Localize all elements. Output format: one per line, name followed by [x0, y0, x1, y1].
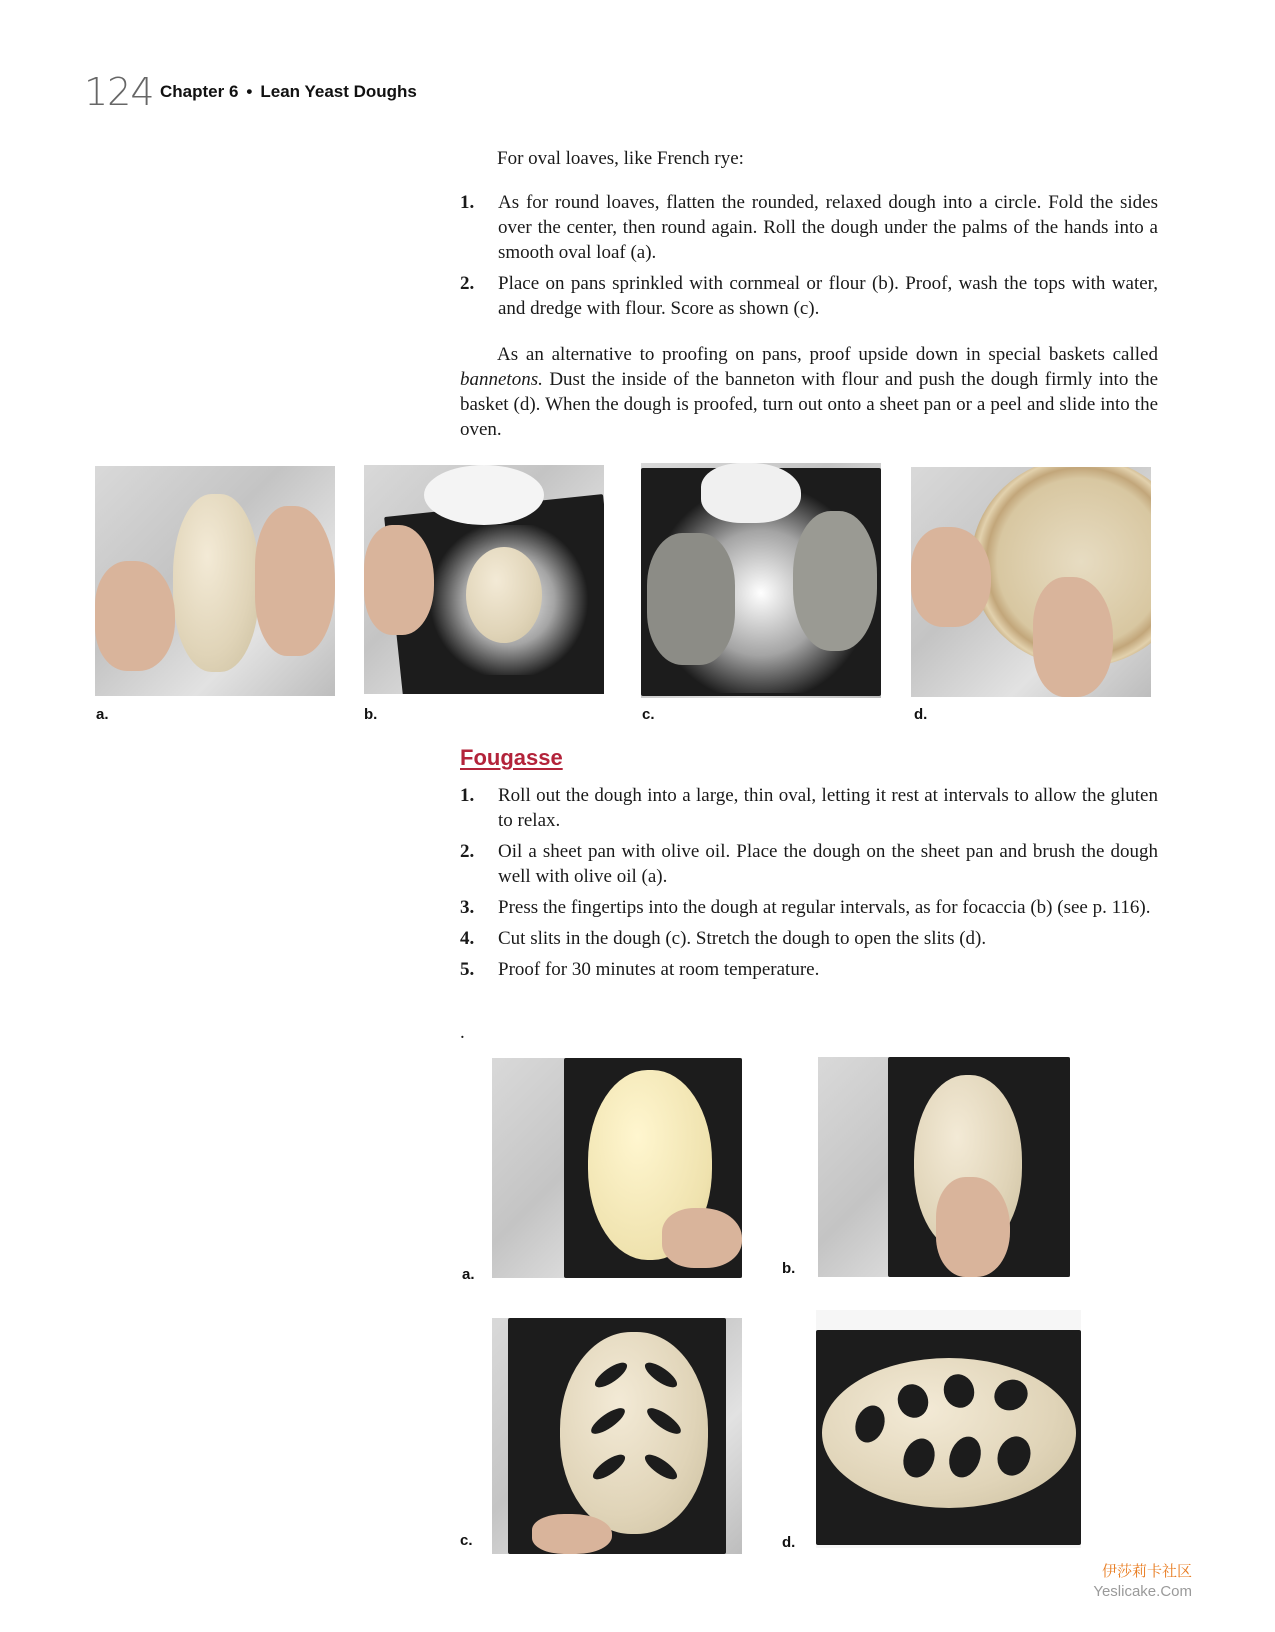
step-text: Cut slits in the dough (c). Stretch the dough to open the slits (d).	[498, 928, 987, 949]
watermark-site: Yeslicake.Com	[1093, 1583, 1192, 1600]
list-item	[460, 895, 1158, 920]
photo-fougasse-oil	[492, 1058, 742, 1278]
step-text: As for round loaves, flatten the rounded, relaxed dough into a circle. Fold the sides over the center, then round again. Roll the dough under the palms of the hands into a smooth oval loaf (a).	[498, 192, 1158, 263]
running-head	[160, 82, 417, 102]
photo-shaping-oval	[95, 466, 335, 696]
banneton-paragraph	[460, 342, 1158, 442]
step-number: 4.	[460, 928, 475, 949]
oval-intro: For oval loaves, like French rye:	[497, 148, 744, 169]
bullet-separator: •	[246, 82, 253, 101]
photo-label: b.	[364, 706, 378, 723]
page-number: 124	[84, 70, 154, 114]
list-item	[460, 783, 1158, 833]
photo-label: a.	[462, 1266, 475, 1283]
list-item	[460, 839, 1158, 889]
step-text: Place on pans sprinkled with cornmeal or flour (b). Proof, wash the tops with water, and dredge with flour. Score as shown (c).	[498, 273, 1158, 319]
paragraph-emphasis: bannetons.	[460, 369, 543, 390]
step-number: 1.	[460, 785, 475, 806]
watermark-chinese: 伊莎莉卡社区	[1101, 1562, 1192, 1580]
section-title: Lean Yeast Doughs	[260, 82, 417, 101]
step-text: Roll out the dough into a large, thin oval, letting it rest at intervals to allow the gluten to relax.	[498, 785, 1158, 831]
trailing-dot: .	[460, 1022, 465, 1043]
oval-steps	[460, 190, 1158, 327]
step-number: 2.	[460, 841, 475, 862]
photo-label: c.	[642, 706, 655, 723]
fougasse-steps	[460, 783, 1158, 988]
paragraph-text: As an alternative to proofing on pans, proof upside down in special baskets called	[497, 344, 1158, 365]
step-number: 3.	[460, 897, 475, 918]
step-number: 1.	[460, 192, 475, 213]
list-item	[460, 926, 1158, 951]
photo-flour-pan	[364, 465, 604, 694]
photo-fougasse-dimple	[818, 1057, 1070, 1277]
photo-fougasse-stretched	[816, 1310, 1081, 1548]
photo-label: c.	[460, 1532, 473, 1549]
photo-label: d.	[914, 706, 928, 723]
step-text: Oil a sheet pan with olive oil. Place the dough on the sheet pan and brush the dough well with olive oil (a).	[498, 841, 1158, 887]
paragraph-text: Dust the inside of the banneton with flour and push the dough firmly into the basket (d). When the dough is proofed, turn out onto a sheet pan or a peel and slide into the oven.	[460, 369, 1158, 440]
step-number: 2.	[460, 273, 475, 294]
step-text: Proof for 30 minutes at room temperature.	[498, 959, 820, 980]
photo-scored-loaves	[641, 463, 881, 698]
photo-fougasse-cut	[492, 1318, 742, 1554]
step-number: 5.	[460, 959, 475, 980]
photo-label: b.	[782, 1260, 796, 1277]
list-item	[460, 271, 1158, 321]
fougasse-heading: Fougasse	[460, 745, 563, 770]
photo-label: a.	[96, 706, 109, 723]
list-item	[460, 957, 1158, 982]
chapter-label: Chapter 6	[160, 82, 239, 101]
photo-label: d.	[782, 1534, 796, 1551]
list-item	[460, 190, 1158, 265]
photo-banneton	[911, 467, 1151, 697]
step-text: Press the fingertips into the dough at regular intervals, as for focaccia (b) (see p. 116).	[498, 897, 1151, 918]
